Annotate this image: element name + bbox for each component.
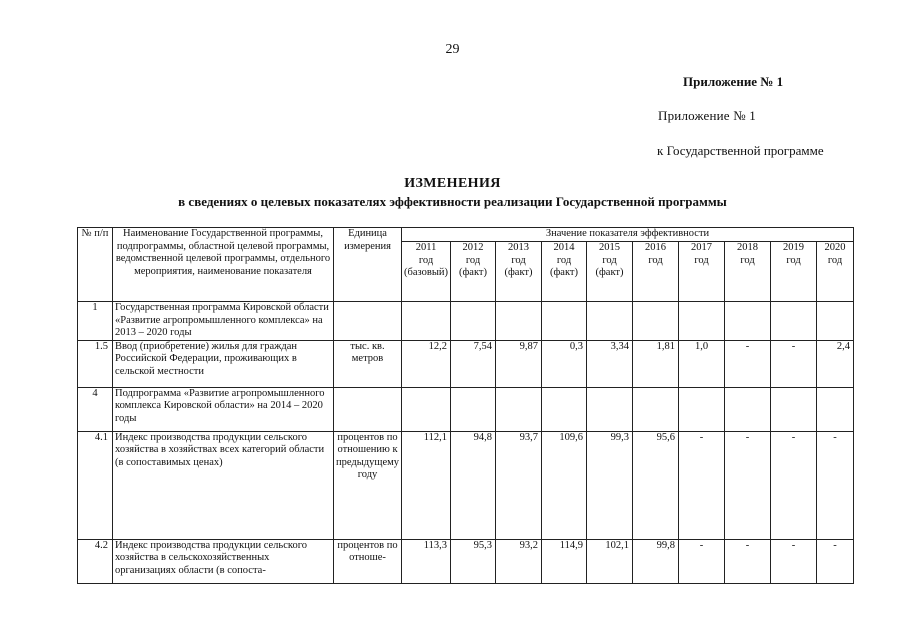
row-name: Подпрограмма «Развитие агропромышленного комплекса Кировской области» на 2014 – 2020 годы xyxy=(113,387,334,431)
row-value: 9,87 xyxy=(496,340,542,387)
row-value xyxy=(542,302,587,341)
header-year-note: год xyxy=(786,254,801,266)
header-year-number: 2014 xyxy=(553,242,575,253)
header-year-number: 2018 xyxy=(737,242,758,253)
row-name: Индекс производства продукции сельского хозяйства в сельскохозяйственных организациях области (в сопоста- xyxy=(113,539,334,583)
header-year xyxy=(496,242,542,302)
header-year-number: 2011 xyxy=(415,242,437,253)
header-year xyxy=(725,242,771,302)
row-value xyxy=(496,387,542,431)
row-unit xyxy=(334,387,402,431)
header-year-number: 2016 xyxy=(645,242,666,253)
header-year-note: год (факт) xyxy=(504,254,533,278)
row-value xyxy=(679,387,725,431)
row-unit xyxy=(334,302,402,341)
header-year-note: год xyxy=(740,254,755,266)
table-row xyxy=(78,431,854,539)
header-year-number: 2020 xyxy=(824,242,846,253)
row-value: 1,81 xyxy=(633,340,679,387)
row-value xyxy=(587,302,633,341)
row-num: 4 xyxy=(78,387,113,431)
row-value: 109,6 xyxy=(542,431,587,539)
indicators-table xyxy=(77,227,854,584)
header-year-number: 2017 xyxy=(691,242,712,253)
row-value: - xyxy=(679,431,725,539)
row-value xyxy=(496,302,542,341)
row-value xyxy=(633,302,679,341)
row-value: - xyxy=(679,539,725,583)
row-name: Государственная программа Кировской области «Развитие агропромышленного комплекса» на 2013 – 2020 годы xyxy=(113,302,334,341)
row-value: 12,2 xyxy=(402,340,451,387)
row-unit: процентов по отноше- xyxy=(334,539,402,583)
header-year xyxy=(542,242,587,302)
header-year-note: год xyxy=(648,254,663,266)
row-value xyxy=(725,387,771,431)
row-value: 93,7 xyxy=(496,431,542,539)
row-num: 4.2 xyxy=(78,539,113,583)
row-value: 0,3 xyxy=(542,340,587,387)
header-year xyxy=(633,242,679,302)
row-value xyxy=(587,387,633,431)
row-unit: тыс. кв. метров xyxy=(334,340,402,387)
row-num: 4.1 xyxy=(78,431,113,539)
row-value: - xyxy=(725,431,771,539)
row-value xyxy=(542,387,587,431)
header-year-note: год xyxy=(694,254,709,266)
row-value: 95,3 xyxy=(451,539,496,583)
row-value: - xyxy=(817,431,854,539)
header-year-number: 2012 xyxy=(462,242,484,253)
header-year-note: год (факт) xyxy=(595,254,624,278)
header-year-note: год (факт) xyxy=(458,254,487,278)
row-value: - xyxy=(771,539,817,583)
row-name: Индекс производства продукции сельского хозяйства в хозяйствах всех категорий области (в сопоставимых ценах) xyxy=(113,431,334,539)
row-value: 99,8 xyxy=(633,539,679,583)
appendix-label-bold: Приложение № 1 xyxy=(683,74,784,89)
row-value: 95,6 xyxy=(633,431,679,539)
header-year xyxy=(679,242,725,302)
row-value xyxy=(402,387,451,431)
row-value xyxy=(771,387,817,431)
row-value xyxy=(817,302,854,341)
header-num: № п/п xyxy=(78,228,113,302)
row-value xyxy=(679,302,725,341)
row-unit: процентов по отношению к предыдущему году xyxy=(334,431,402,539)
header-year-number: 2013 xyxy=(508,242,529,253)
row-value: 3,34 xyxy=(587,340,633,387)
header-name: Наименование Государственной программы, подпрограммы, областной целевой программы, ведомственной целевой программы, отдельного мероприятия, наименование показателя xyxy=(113,228,334,302)
row-value: - xyxy=(817,539,854,583)
row-value xyxy=(633,387,679,431)
row-value xyxy=(451,302,496,341)
row-value: 7,54 xyxy=(451,340,496,387)
row-value: 102,1 xyxy=(587,539,633,583)
header-year xyxy=(817,242,854,302)
header-unit: Единица измерения xyxy=(334,228,402,302)
row-value: 112,1 xyxy=(402,431,451,539)
page-number: 29 xyxy=(445,42,460,57)
table-row xyxy=(78,340,854,387)
row-num: 1 xyxy=(78,302,113,341)
header-year-note: год (факт) xyxy=(549,254,578,278)
row-value: 1,0 xyxy=(679,340,725,387)
header-year xyxy=(771,242,817,302)
row-value xyxy=(725,302,771,341)
header-year-note: год xyxy=(827,254,843,266)
table-row xyxy=(78,302,854,341)
header-year-number: 2019 xyxy=(783,242,804,253)
row-value: - xyxy=(771,340,817,387)
row-value: 99,3 xyxy=(587,431,633,539)
row-value: 93,2 xyxy=(496,539,542,583)
header-year-note: год (базовый) xyxy=(404,254,448,278)
appendix-label: Приложение № 1 xyxy=(658,108,756,123)
row-value: - xyxy=(725,340,771,387)
row-value: 114,9 xyxy=(542,539,587,583)
row-value xyxy=(771,302,817,341)
row-value xyxy=(451,387,496,431)
row-value: 94,8 xyxy=(451,431,496,539)
header-values-group: Значение показателя эффективности xyxy=(402,228,854,242)
header-year xyxy=(402,242,451,302)
row-value xyxy=(817,387,854,431)
row-name: Ввод (приобретение) жилья для граждан Российской Федерации, проживающих в сельской местности xyxy=(113,340,334,387)
row-value: - xyxy=(771,431,817,539)
row-value xyxy=(402,302,451,341)
appendix-reference: к Государственной программе xyxy=(657,143,824,158)
header-year xyxy=(451,242,496,302)
header-year-number: 2015 xyxy=(599,242,620,253)
document-title: ИЗМЕНЕНИЯ xyxy=(404,176,501,191)
row-num: 1.5 xyxy=(78,340,113,387)
row-value: 113,3 xyxy=(402,539,451,583)
table-row xyxy=(78,539,854,583)
document-subtitle: в сведениях о целевых показателях эффективности реализации Государственной программы xyxy=(178,194,727,209)
header-year xyxy=(587,242,633,302)
table-row xyxy=(78,387,854,431)
row-value: 2,4 xyxy=(817,340,854,387)
row-value: - xyxy=(725,539,771,583)
